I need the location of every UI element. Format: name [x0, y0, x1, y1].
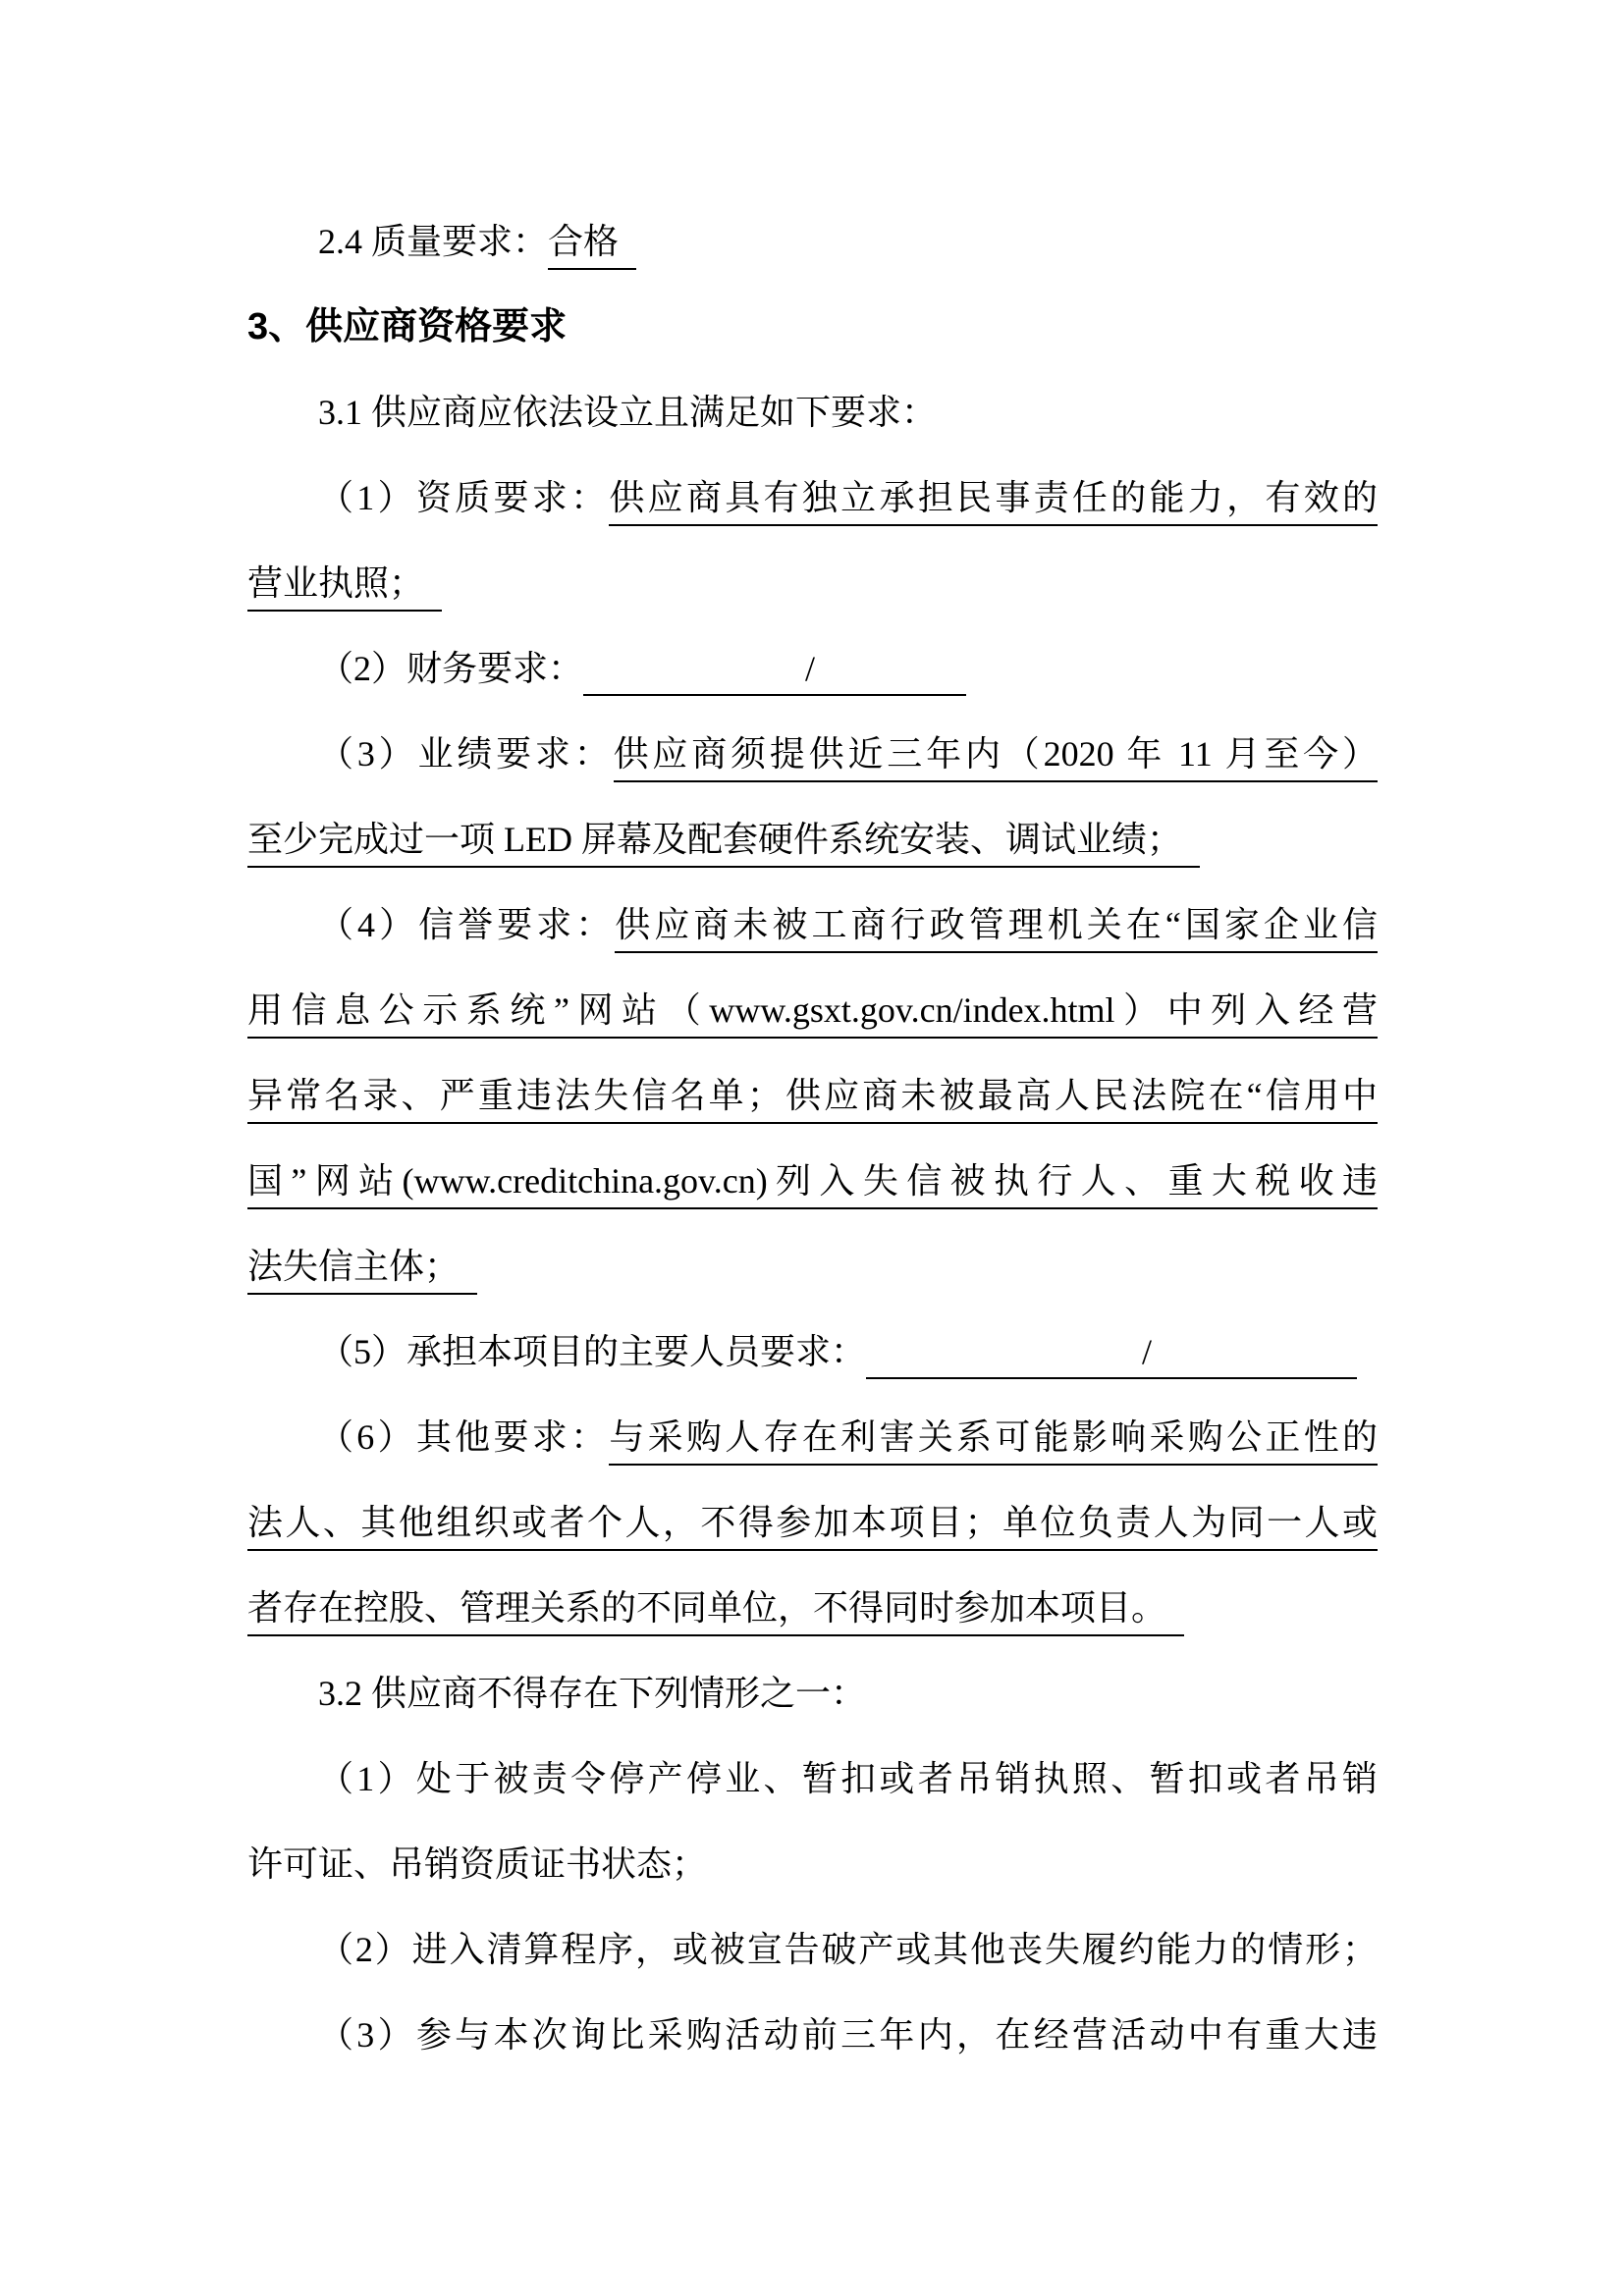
- text-segment: 3、供应商资格要求: [247, 306, 568, 347]
- text-segment: （5）承担本项目的主要人员要求：: [318, 1332, 867, 1371]
- underlined-segment: 异常名录、严重违法失信名单；供应商未被最高人民法院在“信用中: [247, 1076, 1378, 1124]
- text-line: [247, 1822, 1378, 1907]
- text-line: [247, 1309, 1378, 1395]
- text-line: [247, 1651, 1378, 1736]
- text-line: [247, 1139, 1378, 1224]
- text-line: [247, 797, 1378, 882]
- text-segment: 许可证、吊销资质证书状态；: [247, 1844, 708, 1884]
- text-segment: （4）信誉要求：: [318, 905, 616, 944]
- text-line: [247, 968, 1378, 1053]
- text-segment: （2）财务要求：: [318, 649, 584, 688]
- underlined-segment: 法人、其他组织或者个人，不得参加本项目；单位负责人为同一人或: [247, 1503, 1378, 1551]
- underlined-segment: 与采购人存在利害关系可能影响采购公正性的: [609, 1417, 1378, 1466]
- text-segment: 3.1 供应商应依法设立且满足如下要求：: [318, 393, 938, 432]
- underlined-segment: 供应商未被工商行政管理机关在“国家企业信: [615, 905, 1378, 953]
- text-line: [247, 199, 1378, 285]
- text-segment: （6）其他要求：: [318, 1417, 610, 1457]
- document-body: [247, 199, 1378, 2078]
- text-line: [247, 712, 1378, 797]
- text-segment: （1）处于被责令停产停业、暂扣或者吊销执照、暂扣或者吊销: [318, 1759, 1378, 1798]
- text-segment: （2）进入清算程序，或被宣告破产或其他丧失履约能力的情形；: [318, 1930, 1378, 1969]
- section-heading: [247, 285, 1378, 370]
- text-line: [247, 1224, 1378, 1309]
- text-line: [247, 370, 1378, 455]
- underlined-segment: 用信息公示系统”网站（www.gsxt.gov.cn/index.html）中列入经营: [247, 990, 1378, 1039]
- underlined-segment: 者存在控股、管理关系的不同单位，不得同时参加本项目。: [247, 1588, 1184, 1636]
- underlined-segment: 至少完成过一项 LED 屏幕及配套硬件系统安装、调试业绩；: [247, 820, 1200, 868]
- text-line: [247, 1395, 1378, 1480]
- underlined-segment: 法失信主体；: [247, 1247, 477, 1295]
- text-segment: （1）资质要求：: [318, 478, 610, 517]
- text-line: [247, 541, 1378, 626]
- fill-in-blank: /: [583, 648, 966, 696]
- text-line: [247, 1907, 1378, 1993]
- underlined-segment: 合格: [548, 222, 636, 270]
- text-line: [247, 1053, 1378, 1139]
- text-line: [247, 882, 1378, 968]
- text-line: [247, 455, 1378, 541]
- text-segment: 2.4 质量要求：: [318, 222, 549, 261]
- text-line: [247, 1736, 1378, 1822]
- underlined-segment: 国”网站(www.creditchina.gov.cn)列入失信被执行人、重大税收违: [247, 1161, 1378, 1209]
- underlined-segment: 营业执照；: [247, 563, 442, 612]
- text-segment: （3）业绩要求：: [318, 734, 614, 774]
- text-segment: （3）参与本次询比采购活动前三年内，在经营活动中有重大违: [318, 2015, 1378, 2055]
- fill-in-blank: /: [866, 1331, 1357, 1379]
- text-line: [247, 1993, 1378, 2078]
- text-line: [247, 626, 1378, 712]
- underlined-segment: 供应商具有独立承担民事责任的能力，有效的: [609, 478, 1378, 526]
- text-segment: 3.2 供应商不得存在下列情形之一：: [318, 1674, 867, 1713]
- underlined-segment: 供应商须提供近三年内（2020 年 11 月至今）: [614, 734, 1378, 782]
- text-line: [247, 1566, 1378, 1651]
- text-line: [247, 1480, 1378, 1566]
